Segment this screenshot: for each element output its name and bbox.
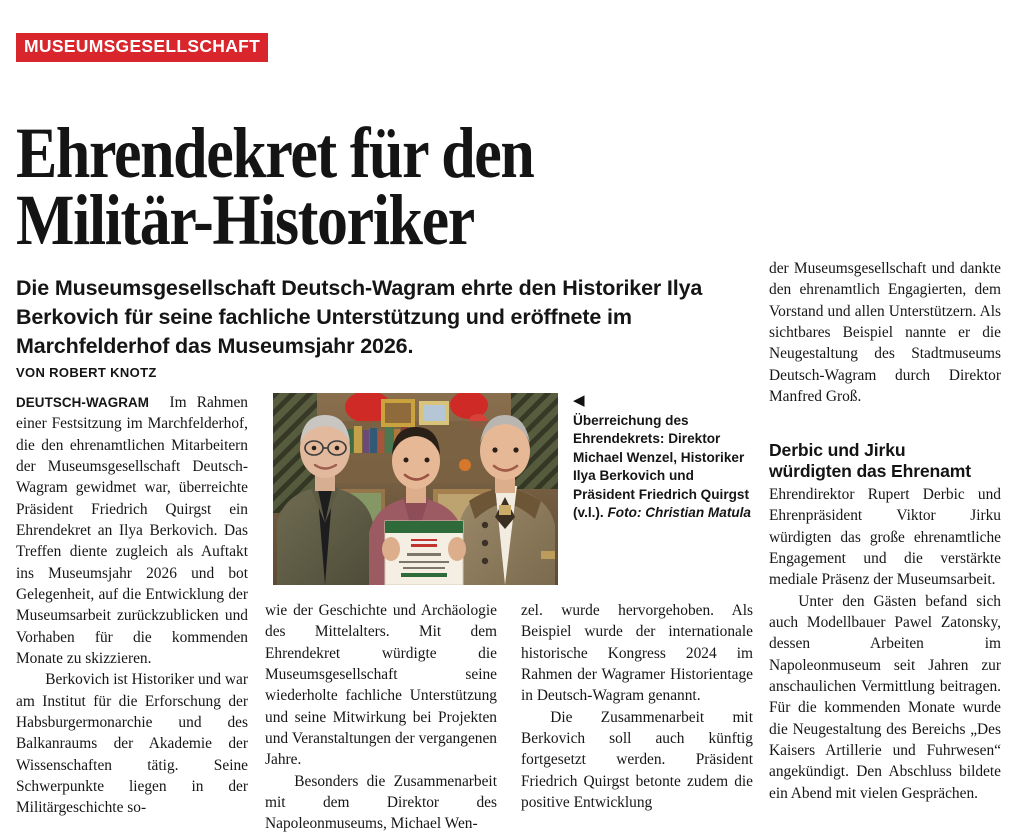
body-column-1 <box>16 392 248 819</box>
section-subheading <box>769 440 1001 483</box>
dateline: DEUTSCH-WAGRAM <box>16 395 150 410</box>
caption-pointer-icon: ◀ <box>573 392 585 409</box>
paragraph <box>16 392 248 669</box>
body-column-4-top <box>769 258 1001 407</box>
photo-caption <box>573 393 751 523</box>
article-byline: VON ROBERT KNOTZ <box>16 365 157 380</box>
paragraph: wie der Geschichte und Archäologie des Mittelalters. Mit dem Ehrendekret würdigte die Museumsgesellschaft seine wiederholte fachliche Unterstützung und seine Mitwirkung bei Projekten und Veranstaltungen der vergangenen Jahre. <box>265 602 497 769</box>
paragraph: Ehrendirektor Rupert Derbic und Ehrenpräsident Viktor Jirku würdigten das große ehrenamtliche Engagement und die verstärkte mediale Präsenz der Museumsarbeit. <box>769 486 1001 589</box>
paragraph: der Museumsgesellschaft und dankte den ehrenamtlich Engagierten, dem Vorstand und allen Unterstützern. Als sichtbares Beispiel nannte er die Neugestaltung des Stadtmuseums Deutsch-Wagram durch Direktor Manfred Groß. <box>769 260 1001 405</box>
article-headline <box>16 113 704 261</box>
article-photo <box>273 393 558 585</box>
subheading-line-2: würdigten das Ehrenamt <box>769 461 971 482</box>
paragraph-text: Im Rahmen einer Festsitzung im Marchfelderhof, die den ehrenamtlichen Mitarbeitern der Museumsgesellschaft Deutsch-Wagram gewidmet war, überreichte Präsident Friedrich Quirgst ein Ehrendekret an Ilya Berkovich. Das Treffen diente zugleich als Auftakt ins Museumsjahr 2026 und bot Gelegenheit, auf die Entwicklung der Museumsarbeit zurückzublicken und Vorhaben für die kommenden Monate zu skizzieren. <box>16 394 248 667</box>
photo-credit: Foto: Christian Matula <box>607 505 751 521</box>
headline-line-2: Militär-Historiker <box>16 180 474 261</box>
caption-text: Überreichung des Ehrendekrets: Direktor Michael Wenzel, Historiker Ilya Berkovich und Präsident Friedrich Quirgst (v.l.). <box>573 413 750 521</box>
body-column-4-bottom <box>769 484 1001 804</box>
article-lead: Die Museumsgesellschaft Deutsch-Wagram ehrte den Historiker Ilya Berkovich für seine fachliche Unterstützung und eröffnete im Marchfelderhof das Museumsjahr 2026. <box>16 275 703 358</box>
paragraph: Berkovich ist Historiker und war am Institut für die Erforschung der Habsburgermonarchie und des Balkanraums der Akademie der Wissenschaften tätig. Seine Schwerpunkte liegen in der Militärgeschichte so- <box>16 671 248 817</box>
paragraph: Besonders die Zusammenarbeit mit dem Direktor des Napoleonmuseums, Michael Wen- <box>265 772 497 833</box>
kicker-container <box>16 33 268 62</box>
paragraph: zel. wurde hervorgehoben. Als Beispiel wurde der internationale historische Kongress 2024 im Rahmen der Wagramer Historientage in Deutsch-Wagram genannt. <box>521 602 753 705</box>
subheading-line-1: Derbic und Jirku <box>769 439 906 460</box>
headline-line-1: Ehrendekret für den <box>16 113 534 194</box>
body-column-3 <box>521 600 753 813</box>
photo-illustration <box>273 393 558 585</box>
paragraph: Die Zusammenarbeit mit Berkovich soll auch künftig fortgesetzt werden. Präsident Friedrich Quirgst betonte zudem die positive Entwicklung <box>521 708 753 811</box>
paragraph: Unter den Gästen befand sich auch Modellbauer Pawel Zatonsky, dessen Arbeiten im Napoleonmuseum seit Jahren zur anschaulichen Vermittlung beitragen. Für die kommenden Monate wurde die Neugestaltung des Bereichs „Des Kaisers Artillerie und Fuhrwesen“ angekündigt. Den Abschluss bildete ein Abend mit vielen Gesprächen. <box>769 592 1001 802</box>
section-kicker-badge: MUSEUMSGESELLSCHAFT <box>16 33 268 62</box>
body-column-2 <box>265 600 497 835</box>
